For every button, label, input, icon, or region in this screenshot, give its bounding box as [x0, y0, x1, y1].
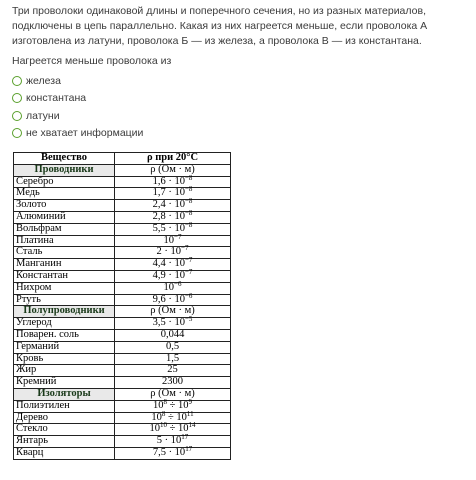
resistivity-value [115, 315, 231, 330]
value-mantissa: ÷ 10 [166, 399, 189, 411]
value-exponent: −7 [174, 232, 182, 241]
resistivity-value [115, 197, 231, 212]
value-exponent: −7 [184, 256, 193, 265]
value-exponent: −6 [184, 291, 193, 300]
resistivity-value [115, 208, 231, 223]
substance-name: Вольфрам [14, 223, 115, 235]
value-mantissa: 1,6 · 10 [152, 175, 185, 187]
value-mantissa: 10 [163, 234, 175, 246]
group-title: Полупроводники [14, 306, 115, 318]
header-resistivity: ρ при 20°C [115, 153, 231, 165]
value-exponent: 17 [185, 444, 193, 453]
resistivity-value [115, 329, 231, 341]
value-mantissa: 1,7 · 10 [152, 187, 185, 199]
substance-name: Кремний [14, 377, 115, 389]
substance-name: Серебро [14, 176, 115, 188]
resistivity-value [115, 421, 231, 436]
resistivity-value [115, 267, 231, 282]
option-label: латуни [26, 109, 60, 122]
group-title: Проводники [14, 164, 115, 176]
option-label: константана [26, 92, 87, 105]
value-mantissa: 25 [167, 364, 178, 376]
radio-button[interactable] [12, 93, 22, 103]
substance-name: Медь [14, 188, 115, 200]
value-exponent: −7 [181, 244, 189, 253]
value-exponent: 8 [161, 409, 166, 418]
value-mantissa: ÷ 10 [166, 423, 189, 435]
value-exponent: −5 [184, 315, 193, 324]
table-row [14, 294, 231, 306]
value-mantissa: 7,5 · 10 [152, 446, 186, 458]
table-row [14, 188, 231, 200]
answer-options [12, 72, 143, 142]
resistivity-value [115, 291, 231, 306]
resistivity-value [115, 444, 231, 459]
table-row [14, 223, 231, 235]
value-exponent: −8 [184, 220, 193, 229]
group-header-row [14, 388, 231, 400]
table-row [14, 424, 231, 436]
value-mantissa: 2,8 · 10 [152, 210, 185, 222]
table-body [14, 164, 231, 459]
substance-name: Платина [14, 235, 115, 247]
table-row [14, 400, 231, 412]
resistivity-value [115, 341, 231, 353]
resistivity-value [115, 279, 231, 294]
table-row [14, 259, 231, 271]
value-mantissa: 2300 [162, 376, 183, 388]
value-mantissa: 5 · 10 [156, 435, 182, 447]
substance-name: Нихром [14, 282, 115, 294]
table-row [14, 412, 231, 424]
table-row [14, 329, 231, 341]
value-mantissa: 1,5 [165, 352, 180, 364]
value-exponent: 17 [181, 433, 189, 442]
option-konstantana[interactable] [12, 90, 143, 108]
substance-name: Полиэтилен [14, 400, 115, 412]
option-label: железа [26, 74, 61, 87]
table-row [14, 436, 231, 448]
resistivity-value [115, 353, 231, 365]
value-exponent: −8 [184, 208, 193, 217]
value-mantissa: 2 · 10 [156, 246, 182, 258]
substance-name: Золото [14, 200, 115, 212]
radio-button[interactable] [12, 111, 22, 121]
resistivity-value [115, 220, 231, 235]
group-title: Изоляторы [14, 388, 115, 400]
substance-name: Стекло [14, 424, 115, 436]
substance-name: Дерево [14, 412, 115, 424]
substance-name: Поварен. соль [14, 329, 115, 341]
answer-prompt: Нагреется меньше проволока из [12, 55, 172, 67]
radio-button[interactable] [12, 128, 22, 138]
table-row [14, 235, 231, 247]
resistivity-value [115, 397, 231, 412]
table-row [14, 200, 231, 212]
value-mantissa: 4,9 · 10 [152, 269, 185, 281]
table-row [14, 211, 231, 223]
option-zheleza[interactable] [12, 72, 143, 90]
table-row [14, 247, 231, 259]
resistivity-table [13, 152, 231, 460]
value-mantissa: 4,4 · 10 [152, 258, 185, 270]
question-text: Три проволоки одинаковой длины и поперечного сечения, но из разных материалов, подключены в цепь параллельно. Какая из них нагреется меньше, если проволока А изготовлена из латуни, проволока Б — из железа, а проволока В — из константана. [12, 5, 428, 47]
value-exponent: −6 [174, 279, 182, 288]
value-mantissa: 10 [149, 423, 160, 435]
value-mantissa: 2,4 · 10 [152, 199, 185, 211]
resistivity-value [115, 377, 231, 389]
resistivity-value [115, 433, 231, 448]
unit-label: ρ (Ом · м) [115, 388, 231, 400]
substance-name: Манганин [14, 259, 115, 271]
value-exponent: 8 [163, 397, 167, 406]
value-exponent: 11 [186, 409, 194, 418]
table-row [14, 447, 231, 459]
value-mantissa: 0,5 [165, 340, 180, 352]
table-row [14, 282, 231, 294]
option-latuni[interactable] [12, 107, 143, 125]
value-exponent: −8 [184, 173, 193, 182]
radio-button[interactable] [12, 76, 22, 86]
table-row [14, 270, 231, 282]
value-exponent: −8 [184, 197, 193, 206]
table-row [14, 365, 231, 377]
option-label: не хватает информации [26, 127, 144, 140]
group-header-row [14, 164, 231, 176]
value-exponent: −7 [184, 267, 193, 276]
substance-name: Янтарь [14, 436, 115, 448]
substance-name: Германий [14, 341, 115, 353]
value-mantissa: 10 [152, 399, 164, 411]
table-header-row [14, 153, 231, 165]
value-exponent: 14 [188, 421, 196, 430]
unit-label: ρ (Ом · м) [115, 164, 231, 176]
substance-name: Жир [14, 365, 115, 377]
substance-name: Кровь [14, 353, 115, 365]
substance-name: Сталь [14, 247, 115, 259]
value-exponent: −8 [184, 185, 193, 194]
table-row [14, 377, 231, 389]
header-substance: Вещество [14, 153, 115, 165]
value-mantissa: 3,5 · 10 [152, 317, 185, 329]
value-mantissa: 0,044 [160, 328, 185, 340]
value-mantissa: 9,6 · 10 [152, 293, 185, 305]
table-row [14, 318, 231, 330]
substance-name: Ртуть [14, 294, 115, 306]
value-exponent: 10 [159, 421, 167, 430]
value-mantissa: ÷ 10 [165, 411, 187, 423]
option-ne-hvataet[interactable] [12, 125, 143, 143]
substance-name: Углерод [14, 318, 115, 330]
resistivity-value [115, 365, 231, 377]
value-mantissa: 10 [151, 411, 162, 423]
value-exponent: 9 [188, 397, 192, 406]
value-mantissa: 10 [163, 281, 175, 293]
table-row [14, 341, 231, 353]
value-mantissa: 5,5 · 10 [152, 222, 185, 234]
resistivity-value [115, 256, 231, 271]
substance-name: Константан [14, 270, 115, 282]
substance-name: Алюминий [14, 211, 115, 223]
resistivity-value [115, 244, 231, 259]
unit-label: ρ (Ом · м) [115, 306, 231, 318]
substance-name: Кварц [14, 447, 115, 459]
table-row [14, 353, 231, 365]
group-header-row [14, 306, 231, 318]
table-row [14, 176, 231, 188]
resistivity-value [115, 185, 231, 200]
